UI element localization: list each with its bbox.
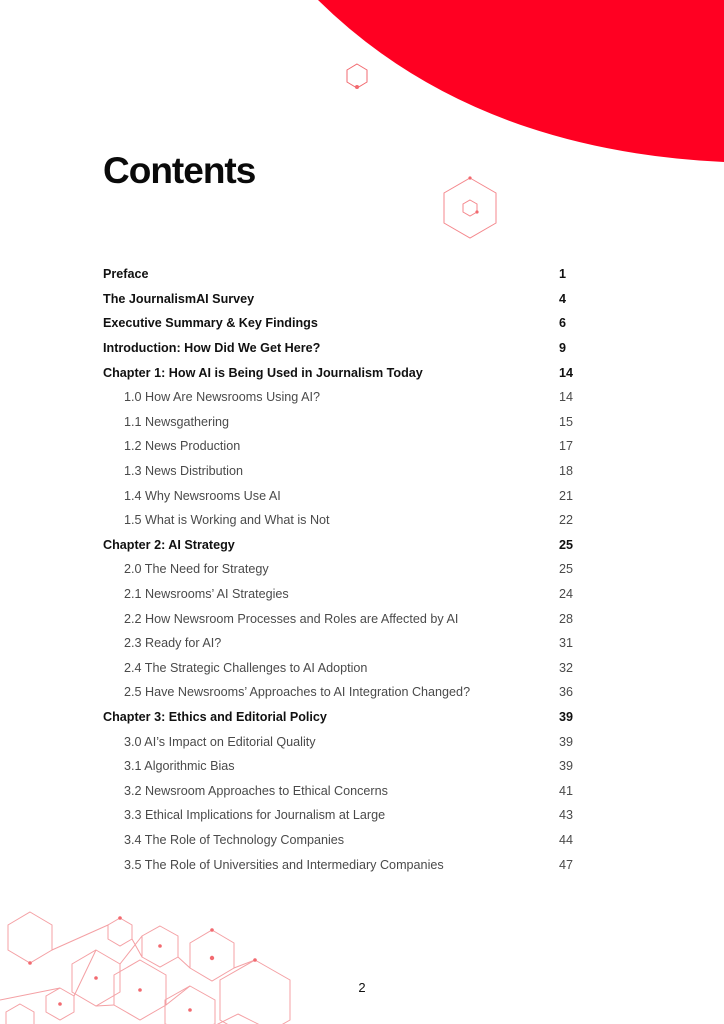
toc-entry-page: 25 xyxy=(559,562,574,577)
toc-entry[interactable] xyxy=(103,360,577,385)
toc-entry-page: 32 xyxy=(559,660,574,675)
toc-subentry[interactable] xyxy=(103,680,577,705)
toc-entry-label: Executive Summary & Key Findings xyxy=(103,316,318,331)
toc-subentry[interactable] xyxy=(103,385,577,410)
toc-entry-page: 15 xyxy=(559,414,574,429)
toc-entry-label: Introduction: How Did We Get Here? xyxy=(103,341,321,356)
toc-entry-label: 1.1 Newsgathering xyxy=(124,414,230,429)
toc-entry-label: 2.2 How Newsroom Processes and Roles are Affected by AI xyxy=(124,611,459,626)
toc-entry-label: 1.4 Why Newsrooms Use AI xyxy=(124,488,281,503)
hexagon-icon-title xyxy=(444,176,496,238)
toc-entry-page: 24 xyxy=(559,587,574,602)
toc-entry-page: 21 xyxy=(559,488,574,503)
toc-subentry[interactable] xyxy=(103,557,577,582)
toc-entry-page: 28 xyxy=(559,611,574,626)
toc-entry-page: 6 xyxy=(559,316,567,331)
toc-entry-label: 3.0 AI’s Impact on Editorial Quality xyxy=(124,734,316,749)
toc-entry-page: 17 xyxy=(559,439,574,454)
toc-entry-label: Chapter 2: AI Strategy xyxy=(103,537,235,552)
page-number: 2 xyxy=(358,980,366,995)
toc-entry-page: 22 xyxy=(559,513,574,528)
toc-entry-label: 1.5 What is Working and What is Not xyxy=(124,513,330,528)
toc-subentry[interactable] xyxy=(103,656,577,681)
toc-entry-label: 2.3 Ready for AI? xyxy=(124,636,222,651)
toc-entry[interactable] xyxy=(103,336,577,361)
toc-entry-label: 3.2 Newsroom Approaches to Ethical Concerns xyxy=(124,783,388,798)
toc-entry[interactable] xyxy=(103,262,577,287)
toc-entry-label: 2.0 The Need for Strategy xyxy=(124,562,269,577)
toc-subentry[interactable] xyxy=(103,803,577,828)
toc-entry[interactable] xyxy=(103,287,577,312)
toc-entry-page: 39 xyxy=(559,759,574,774)
toc-entry-label: Chapter 3: Ethics and Editorial Policy xyxy=(103,709,327,724)
hexagon-network-decoration xyxy=(0,912,290,1024)
toc-entry-page: 18 xyxy=(559,464,574,479)
toc-subentry[interactable] xyxy=(103,459,577,484)
toc-subentry[interactable] xyxy=(103,508,577,533)
toc-entry-page: 43 xyxy=(559,808,574,823)
toc-entry[interactable] xyxy=(103,705,577,730)
toc-subentry[interactable] xyxy=(103,729,577,754)
toc-entry[interactable] xyxy=(103,533,577,558)
hexagon-icon-top xyxy=(347,64,367,89)
toc-entry-label: 3.1 Algorithmic Bias xyxy=(124,759,235,774)
toc-entry-page: 47 xyxy=(559,857,574,872)
toc-entry-page: 14 xyxy=(559,365,574,380)
toc-entry-page: 41 xyxy=(559,783,574,798)
toc-entry-page: 31 xyxy=(559,636,574,651)
toc-subentry[interactable] xyxy=(103,606,577,631)
toc-entry-label: Chapter 1: How AI is Being Used in Journalism Today xyxy=(103,365,423,380)
toc-entry-label: 1.0 How Are Newsrooms Using AI? xyxy=(124,390,320,405)
toc-entry-page: 14 xyxy=(559,390,574,405)
toc-entry-label: The JournalismAI Survey xyxy=(103,291,255,306)
toc-entry-label: 3.3 Ethical Implications for Journalism at Large xyxy=(124,808,386,823)
toc-entry-page: 25 xyxy=(559,537,574,552)
toc-entry-label: 1.2 News Production xyxy=(124,439,241,454)
toc-subentry[interactable] xyxy=(103,852,577,877)
toc-subentry[interactable] xyxy=(103,582,577,607)
toc-entry-page: 4 xyxy=(559,291,567,306)
toc-entry-label: 2.1 Newsrooms’ AI Strategies xyxy=(124,587,289,602)
toc-entry-label: Preface xyxy=(103,267,149,282)
toc-entry-label: 2.4 The Strategic Challenges to AI Adoption xyxy=(124,660,368,675)
toc-entry-page: 39 xyxy=(559,709,574,724)
toc-subentry[interactable] xyxy=(103,778,577,803)
toc-entry-page: 1 xyxy=(559,267,567,282)
toc-subentry[interactable] xyxy=(103,828,577,853)
toc-subentry[interactable] xyxy=(103,754,577,779)
toc-entry-label: 3.4 The Role of Technology Companies xyxy=(124,832,345,847)
toc-entry[interactable] xyxy=(103,311,577,336)
toc-entry-label: 2.5 Have Newsrooms’ Approaches to AI Integration Changed? xyxy=(124,685,471,700)
toc-entry-label: 1.3 News Distribution xyxy=(124,464,243,479)
table-of-contents xyxy=(103,262,577,877)
red-corner-shape xyxy=(318,0,724,162)
toc-subentry[interactable] xyxy=(103,483,577,508)
toc-subentry[interactable] xyxy=(103,410,577,435)
toc-entry-page: 9 xyxy=(559,341,567,356)
toc-entry-label: 3.5 The Role of Universities and Intermediary Companies xyxy=(124,857,444,872)
toc-entry-page: 36 xyxy=(559,685,574,700)
toc-entry-page: 44 xyxy=(559,832,574,847)
network-nodes xyxy=(28,916,257,1012)
toc-subentry[interactable] xyxy=(103,631,577,656)
toc-subentry[interactable] xyxy=(103,434,577,459)
page-title: Contents xyxy=(103,150,256,191)
toc-entry-page: 39 xyxy=(559,734,574,749)
